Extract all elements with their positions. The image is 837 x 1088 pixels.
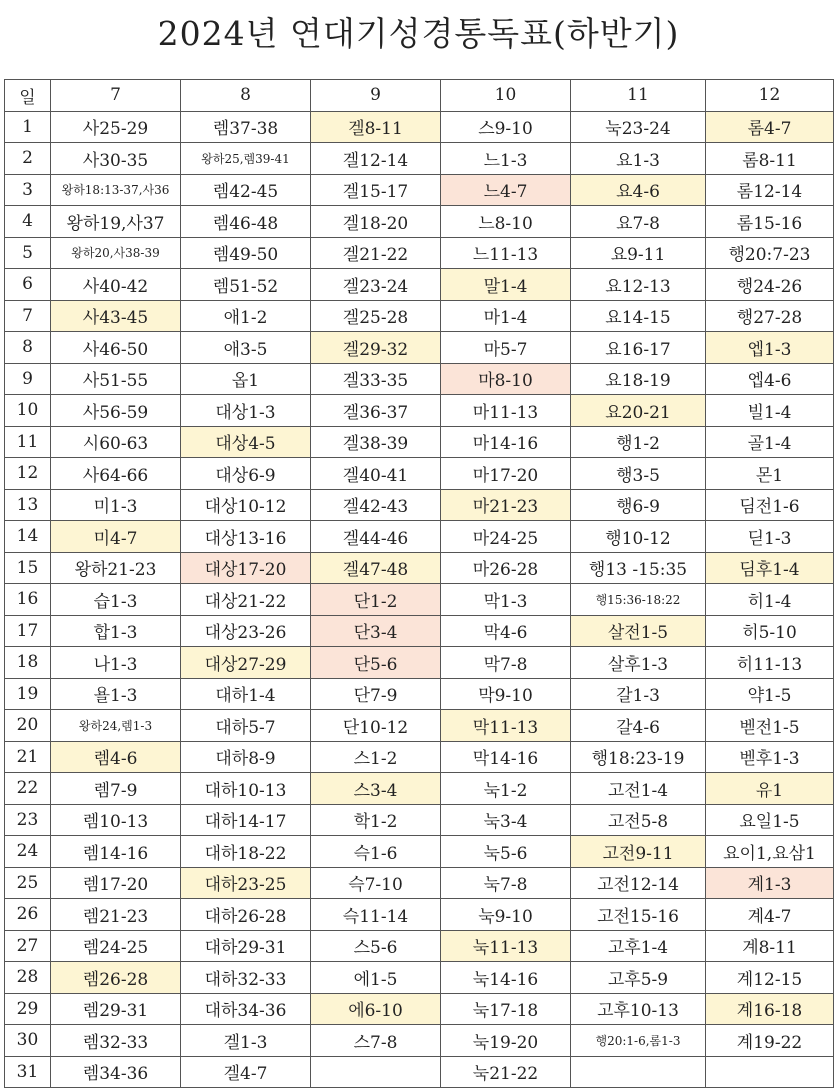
header-month-8: 8 [181, 80, 311, 112]
reading-cell: 마11-13 [441, 395, 571, 427]
reading-cell: 고전1-4 [571, 773, 706, 805]
reading-cell: 애3-5 [181, 332, 311, 364]
reading-cell: 겔1-3 [181, 1025, 311, 1057]
reading-cell: 요14-15 [571, 300, 706, 332]
day-cell: 22 [5, 773, 51, 805]
reading-cell: 대하26-28 [181, 899, 311, 931]
reading-cell: 사43-45 [51, 300, 181, 332]
reading-cell: 렘32-33 [51, 1025, 181, 1057]
reading-cell: 고전5-8 [571, 804, 706, 836]
reading-cell: 겔21-22 [311, 237, 441, 269]
reading-cell: 요7-8 [571, 206, 706, 238]
table-row [5, 710, 834, 742]
reading-cell: 행20:1-6,롬1-3 [571, 1025, 706, 1057]
table-row [5, 143, 834, 175]
day-cell: 10 [5, 395, 51, 427]
table-row [5, 395, 834, 427]
reading-cell: 사51-55 [51, 363, 181, 395]
reading-cell: 히11-13 [706, 647, 834, 679]
header-month-10: 10 [441, 80, 571, 112]
reading-cell: 대하34-36 [181, 993, 311, 1025]
reading-cell: 눅5-6 [441, 836, 571, 868]
reading-cell [706, 1056, 834, 1088]
day-cell: 3 [5, 174, 51, 206]
reading-cell: 겔40-41 [311, 458, 441, 490]
day-cell: 9 [5, 363, 51, 395]
reading-cell: 골1-4 [706, 426, 834, 458]
reading-cell: 눅21-22 [441, 1056, 571, 1088]
reading-cell: 렘26-28 [51, 962, 181, 994]
reading-cell: 요12-13 [571, 269, 706, 301]
day-cell: 26 [5, 899, 51, 931]
header-month-11: 11 [571, 80, 706, 112]
table-row [5, 678, 834, 710]
reading-cell: 눅7-8 [441, 867, 571, 899]
reading-cell: 스7-8 [311, 1025, 441, 1057]
table-row [5, 962, 834, 994]
reading-cell: 고전9-11 [571, 836, 706, 868]
reading-cell: 행10-12 [571, 521, 706, 553]
reading-cell: 합1-3 [51, 615, 181, 647]
table-row [5, 300, 834, 332]
reading-cell: 살후1-3 [571, 647, 706, 679]
reading-cell: 눅14-16 [441, 962, 571, 994]
day-cell: 14 [5, 521, 51, 553]
reading-cell: 단3-4 [311, 615, 441, 647]
reading-cell: 에1-5 [311, 962, 441, 994]
table-row [5, 836, 834, 868]
reading-cell: 대상6-9 [181, 458, 311, 490]
reading-cell: 욜1-3 [51, 678, 181, 710]
reading-cell: 계12-15 [706, 962, 834, 994]
reading-cell: 눅9-10 [441, 899, 571, 931]
reading-cell: 막1-3 [441, 584, 571, 616]
reading-cell: 미4-7 [51, 521, 181, 553]
reading-cell: 몬1 [706, 458, 834, 490]
reading-cell: 눅23-24 [571, 111, 706, 143]
reading-cell: 습1-3 [51, 584, 181, 616]
reading-cell: 겔23-24 [311, 269, 441, 301]
reading-cell: 겔8-11 [311, 111, 441, 143]
reading-cell: 롬8-11 [706, 143, 834, 175]
day-cell: 4 [5, 206, 51, 238]
table-row [5, 867, 834, 899]
reading-cell: 말1-4 [441, 269, 571, 301]
reading-cell: 대상21-22 [181, 584, 311, 616]
reading-cell: 요이1,요삼1 [706, 836, 834, 868]
table-row [5, 269, 834, 301]
reading-cell: 왕하18:13-37,사36 [51, 174, 181, 206]
reading-cell: 행27-28 [706, 300, 834, 332]
table-row [5, 332, 834, 364]
day-cell: 12 [5, 458, 51, 490]
reading-cell: 학1-2 [311, 804, 441, 836]
reading-cell: 행3-5 [571, 458, 706, 490]
reading-cell: 딛1-3 [706, 521, 834, 553]
reading-cell: 렘24-25 [51, 930, 181, 962]
table-row [5, 521, 834, 553]
reading-cell: 계16-18 [706, 993, 834, 1025]
reading-cell: 렘51-52 [181, 269, 311, 301]
reading-cell: 빌1-4 [706, 395, 834, 427]
reading-cell: 눅11-13 [441, 930, 571, 962]
reading-cell: 슥1-6 [311, 836, 441, 868]
reading-cell: 행1-2 [571, 426, 706, 458]
reading-cell: 행13 -15:35 [571, 552, 706, 584]
reading-cell: 단10-12 [311, 710, 441, 742]
reading-cell: 대상17-20 [181, 552, 311, 584]
header-month-7: 7 [51, 80, 181, 112]
reading-cell: 렘10-13 [51, 804, 181, 836]
reading-cell: 고후5-9 [571, 962, 706, 994]
day-cell: 8 [5, 332, 51, 364]
day-cell: 25 [5, 867, 51, 899]
reading-cell: 마14-16 [441, 426, 571, 458]
reading-cell: 막7-8 [441, 647, 571, 679]
day-cell: 16 [5, 584, 51, 616]
reading-cell: 고전15-16 [571, 899, 706, 931]
table-row [5, 237, 834, 269]
reading-cell: 벧전1-5 [706, 710, 834, 742]
day-cell: 27 [5, 930, 51, 962]
reading-cell: 마5-7 [441, 332, 571, 364]
reading-cell: 대상10-12 [181, 489, 311, 521]
day-cell: 17 [5, 615, 51, 647]
header-month-9: 9 [311, 80, 441, 112]
day-cell: 13 [5, 489, 51, 521]
table-row [5, 773, 834, 805]
reading-cell: 대하10-13 [181, 773, 311, 805]
reading-cell: 대하32-33 [181, 962, 311, 994]
reading-cell: 대하18-22 [181, 836, 311, 868]
reading-cell: 에6-10 [311, 993, 441, 1025]
reading-cell: 갈4-6 [571, 710, 706, 742]
reading-cell: 슥11-14 [311, 899, 441, 931]
table-body [5, 111, 834, 1088]
page-title: 2024년 연대기성경통독표(하반기) [157, 14, 680, 53]
reading-cell: 애1-2 [181, 300, 311, 332]
table-row [5, 584, 834, 616]
reading-cell: 스1-2 [311, 741, 441, 773]
reading-cell: 왕하24,렘1-3 [51, 710, 181, 742]
reading-cell: 막9-10 [441, 678, 571, 710]
reading-cell: 느4-7 [441, 174, 571, 206]
reading-cell: 왕하21-23 [51, 552, 181, 584]
table-row [5, 174, 834, 206]
reading-cell: 느1-3 [441, 143, 571, 175]
reading-cell: 대하5-7 [181, 710, 311, 742]
reading-cell: 대하14-17 [181, 804, 311, 836]
table-row [5, 552, 834, 584]
reading-cell: 겔38-39 [311, 426, 441, 458]
reading-cell: 마17-20 [441, 458, 571, 490]
reading-cell: 렘4-6 [51, 741, 181, 773]
reading-cell: 겔33-35 [311, 363, 441, 395]
table-row [5, 489, 834, 521]
reading-cell: 벧후1-3 [706, 741, 834, 773]
reading-cell: 겔47-48 [311, 552, 441, 584]
reading-cell: 겔42-43 [311, 489, 441, 521]
reading-cell: 렘34-36 [51, 1056, 181, 1088]
reading-cell: 갈1-3 [571, 678, 706, 710]
reading-cell: 마1-4 [441, 300, 571, 332]
reading-cell: 요4-6 [571, 174, 706, 206]
reading-cell: 사46-50 [51, 332, 181, 364]
reading-cell: 시60-63 [51, 426, 181, 458]
day-cell: 19 [5, 678, 51, 710]
reading-cell: 왕하25,렘39-41 [181, 143, 311, 175]
reading-cell: 요18-19 [571, 363, 706, 395]
reading-cell: 약1-5 [706, 678, 834, 710]
reading-cell: 계8-11 [706, 930, 834, 962]
reading-cell: 행6-9 [571, 489, 706, 521]
day-cell: 1 [5, 111, 51, 143]
table-row [5, 363, 834, 395]
reading-cell: 대상23-26 [181, 615, 311, 647]
reading-cell: 겔36-37 [311, 395, 441, 427]
reading-cell: 엡4-6 [706, 363, 834, 395]
day-cell: 20 [5, 710, 51, 742]
reading-cell: 렘37-38 [181, 111, 311, 143]
reading-cell: 고후1-4 [571, 930, 706, 962]
reading-cell: 스3-4 [311, 773, 441, 805]
reading-cell: 렘29-31 [51, 993, 181, 1025]
reading-cell: 눅17-18 [441, 993, 571, 1025]
reading-cell: 스5-6 [311, 930, 441, 962]
table-row [5, 993, 834, 1025]
reading-cell: 옵1 [181, 363, 311, 395]
reading-cell: 렘21-23 [51, 899, 181, 931]
reading-cell: 겔12-14 [311, 143, 441, 175]
reading-cell: 요9-11 [571, 237, 706, 269]
reading-cell: 고후10-13 [571, 993, 706, 1025]
reading-cell: 대하1-4 [181, 678, 311, 710]
header-day: 일 [5, 80, 51, 112]
reading-cell: 대상4-5 [181, 426, 311, 458]
reading-cell: 대상1-3 [181, 395, 311, 427]
reading-cell: 마26-28 [441, 552, 571, 584]
reading-cell: 겔4-7 [181, 1056, 311, 1088]
reading-cell: 렘17-20 [51, 867, 181, 899]
reading-cell: 요1-3 [571, 143, 706, 175]
reading-cell: 단1-2 [311, 584, 441, 616]
reading-cell: 눅3-4 [441, 804, 571, 836]
reading-cell: 요16-17 [571, 332, 706, 364]
reading-cell: 마24-25 [441, 521, 571, 553]
reading-cell: 렘46-48 [181, 206, 311, 238]
reading-cell: 사30-35 [51, 143, 181, 175]
reading-cell: 슥7-10 [311, 867, 441, 899]
reading-cell [571, 1056, 706, 1088]
reading-cell: 막4-6 [441, 615, 571, 647]
reading-cell: 행15:36-18:22 [571, 584, 706, 616]
table-row [5, 1025, 834, 1057]
day-cell: 30 [5, 1025, 51, 1057]
table-row [5, 930, 834, 962]
reading-cell: 눅1-2 [441, 773, 571, 805]
reading-cell: 롬12-14 [706, 174, 834, 206]
reading-cell: 롬15-16 [706, 206, 834, 238]
reading-cell: 요20-21 [571, 395, 706, 427]
reading-cell: 왕하20,사38-39 [51, 237, 181, 269]
reading-cell: 겔29-32 [311, 332, 441, 364]
table-row [5, 647, 834, 679]
day-cell: 28 [5, 962, 51, 994]
table-row [5, 804, 834, 836]
reading-cell: 대상27-29 [181, 647, 311, 679]
reading-cell: 미1-3 [51, 489, 181, 521]
reading-cell: 히5-10 [706, 615, 834, 647]
reading-schedule-table [4, 79, 834, 1088]
reading-cell: 엡1-3 [706, 332, 834, 364]
reading-cell: 행24-26 [706, 269, 834, 301]
reading-cell: 렘7-9 [51, 773, 181, 805]
reading-cell: 히1-4 [706, 584, 834, 616]
table-row [5, 426, 834, 458]
reading-cell: 사56-59 [51, 395, 181, 427]
reading-cell: 렘14-16 [51, 836, 181, 868]
table-row [5, 615, 834, 647]
table-row [5, 899, 834, 931]
day-cell: 11 [5, 426, 51, 458]
day-cell: 7 [5, 300, 51, 332]
header-row [5, 80, 834, 112]
reading-cell: 막14-16 [441, 741, 571, 773]
reading-cell: 단5-6 [311, 647, 441, 679]
day-cell: 31 [5, 1056, 51, 1088]
reading-cell: 마21-23 [441, 489, 571, 521]
table-row [5, 111, 834, 143]
reading-cell: 고전12-14 [571, 867, 706, 899]
reading-cell: 요일1-5 [706, 804, 834, 836]
day-cell: 15 [5, 552, 51, 584]
reading-cell: 사64-66 [51, 458, 181, 490]
day-cell: 5 [5, 237, 51, 269]
header-month-12: 12 [706, 80, 834, 112]
day-cell: 21 [5, 741, 51, 773]
reading-cell: 왕하19,사37 [51, 206, 181, 238]
reading-cell: 행20:7-23 [706, 237, 834, 269]
reading-cell: 대하29-31 [181, 930, 311, 962]
reading-cell: 행18:23-19 [571, 741, 706, 773]
reading-cell: 사25-29 [51, 111, 181, 143]
reading-cell: 유1 [706, 773, 834, 805]
reading-cell: 마8-10 [441, 363, 571, 395]
reading-cell: 겔15-17 [311, 174, 441, 206]
reading-cell: 막11-13 [441, 710, 571, 742]
reading-cell: 렘49-50 [181, 237, 311, 269]
reading-cell: 딤후1-4 [706, 552, 834, 584]
reading-cell: 대하8-9 [181, 741, 311, 773]
reading-cell: 느11-13 [441, 237, 571, 269]
reading-cell: 느8-10 [441, 206, 571, 238]
day-cell: 23 [5, 804, 51, 836]
reading-cell [311, 1056, 441, 1088]
reading-cell: 롬4-7 [706, 111, 834, 143]
reading-cell: 계4-7 [706, 899, 834, 931]
reading-cell: 스9-10 [441, 111, 571, 143]
reading-cell: 살전1-5 [571, 615, 706, 647]
reading-cell: 대하23-25 [181, 867, 311, 899]
reading-cell: 대상13-16 [181, 521, 311, 553]
reading-cell: 단7-9 [311, 678, 441, 710]
reading-cell: 눅19-20 [441, 1025, 571, 1057]
reading-cell: 계1-3 [706, 867, 834, 899]
day-cell: 18 [5, 647, 51, 679]
reading-cell: 사40-42 [51, 269, 181, 301]
day-cell: 2 [5, 143, 51, 175]
reading-cell: 겔18-20 [311, 206, 441, 238]
day-cell: 6 [5, 269, 51, 301]
reading-cell: 나1-3 [51, 647, 181, 679]
table-row [5, 458, 834, 490]
table-row [5, 206, 834, 238]
day-cell: 29 [5, 993, 51, 1025]
reading-cell: 겔44-46 [311, 521, 441, 553]
table-row [5, 741, 834, 773]
table-row [5, 1056, 834, 1088]
reading-cell: 딤전1-6 [706, 489, 834, 521]
day-cell: 24 [5, 836, 51, 868]
reading-cell: 계19-22 [706, 1025, 834, 1057]
reading-cell: 겔25-28 [311, 300, 441, 332]
reading-cell: 렘42-45 [181, 174, 311, 206]
